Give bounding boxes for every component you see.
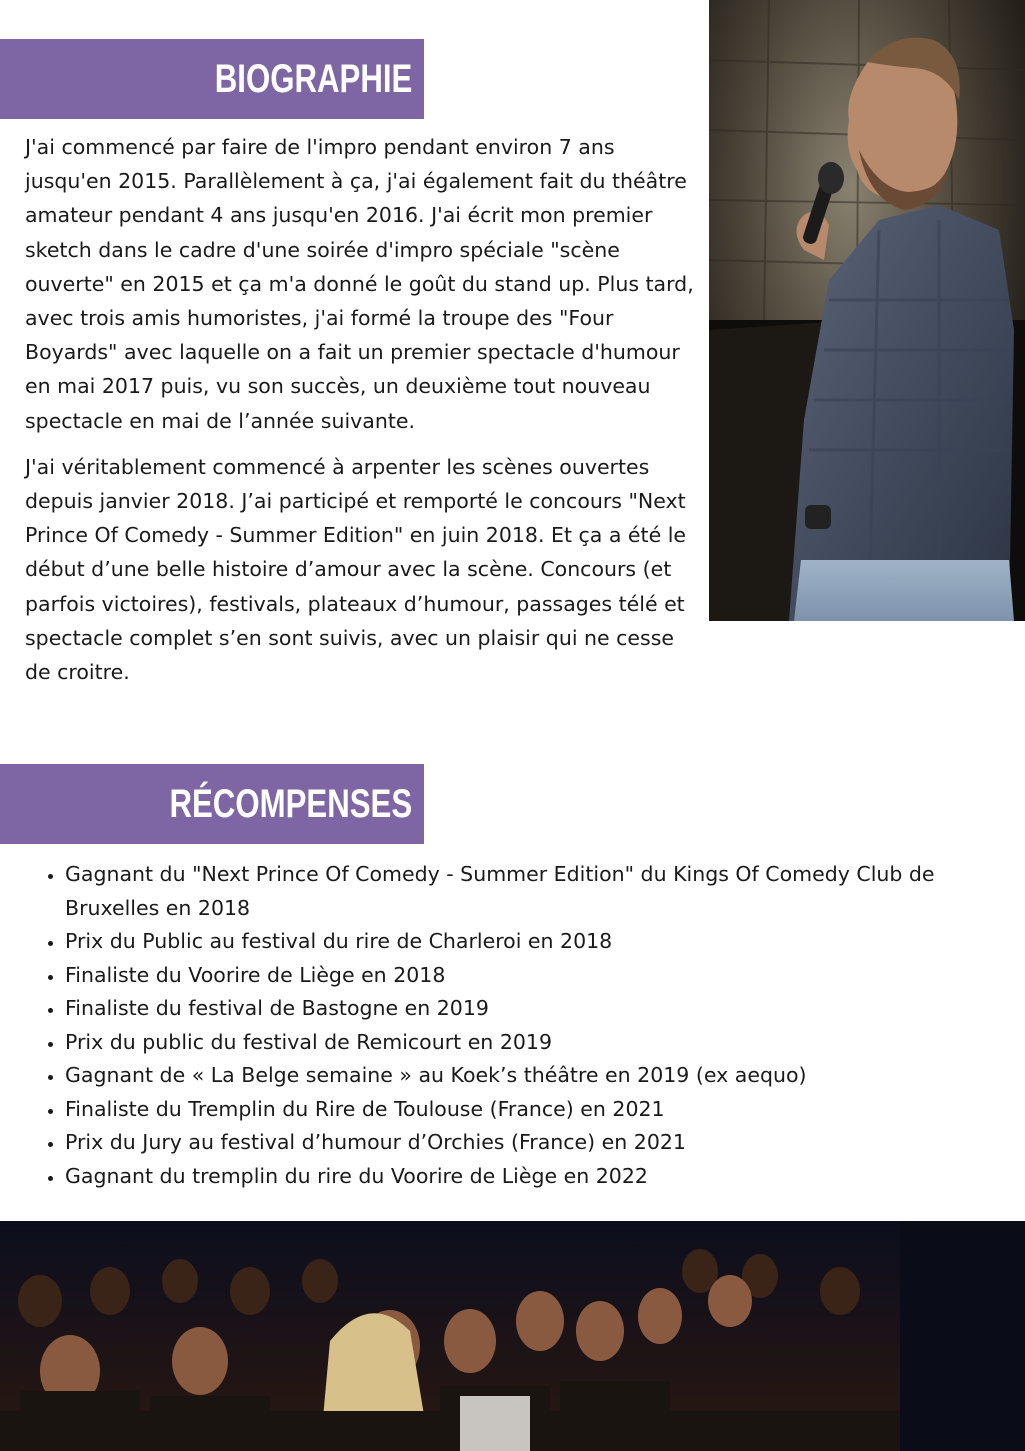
award-item: • Gagnant du "Next Prince Of Comedy - Summer Edition" du Kings Of Comedy Club de Bruxelles en 2018 xyxy=(65,858,1025,925)
biography-heading-banner xyxy=(0,39,424,119)
award-item: • Gagnant du tremplin du rire du Voorire de Liège en 2022 xyxy=(65,1160,1025,1194)
biography-paragraph-2: J'ai véritablement commencé à arpenter les scènes ouvertes depuis janvier 2018. J’ai participé et remporté le concours "Next Prince Of Comedy - Summer Edition" en juin 2018. Et ça a été le début d’une belle histoire d’amour avec la scène. Concours (et parfois victoires), festivals, plateaux d’humour, passages télé et spectacle complet s’en sont suivis, avec un plaisir qui ne cesse de croitre. xyxy=(25,454,687,685)
award-item: • Prix du Public au festival du rire de Charleroi en 2018 xyxy=(65,925,1025,959)
comedian-stage-photo xyxy=(709,0,1025,621)
biography-paragraph-1: J'ai commencé par faire de l'impro pendant environ 7 ans jusqu'en 2015. Parallèlement à ça, j'ai également fait du théâtre amateur pendant 4 ans jusqu'en 2016. J'ai écrit mon premier sketch dans le cadre d'une soirée d'impro spéciale "scène ouverte" en 2015 et ça m'a donné le goût du stand up. Plus tard, avec trois amis humoristes, j'ai formé la troupe des "Four Boyards" avec laquelle on a fait un premier spectacle d'humour en mai 2017 puis, vu son succès, un deuxième tout nouveau spectacle en mai de l’année suivante. xyxy=(25,135,694,433)
comedian-photo-illustration xyxy=(709,0,1025,621)
biography-text xyxy=(25,130,695,701)
award-item: • Finaliste du Tremplin du Rire de Toulouse (France) en 2021 xyxy=(65,1093,1025,1127)
audience-photo xyxy=(0,1221,1025,1451)
award-item: • Prix du Jury au festival d’humour d’Orchies (France) en 2021 xyxy=(65,1126,1025,1160)
awards-heading-banner xyxy=(0,764,424,844)
award-item: • Finaliste du Voorire de Liège en 2018 xyxy=(65,959,1025,993)
awards-list xyxy=(40,858,1025,1193)
award-item: • Prix du public du festival de Remicourt en 2019 xyxy=(65,1026,1025,1060)
biography-heading: BIOGRAPHIE xyxy=(214,56,412,101)
award-item: • Gagnant de « La Belge semaine » au Koek’s théâtre en 2019 (ex aequo) xyxy=(65,1059,1025,1093)
award-item: • Finaliste du festival de Bastogne en 2019 xyxy=(65,992,1025,1026)
awards-heading: RÉCOMPENSES xyxy=(169,781,412,826)
audience-photo-illustration xyxy=(0,1221,1025,1451)
